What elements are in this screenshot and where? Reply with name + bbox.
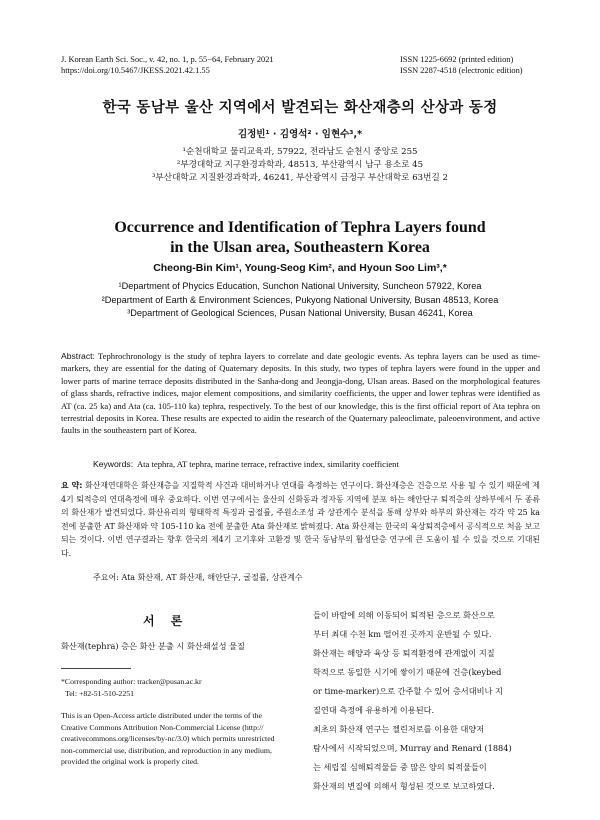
body-line: 최초의 화산재 연구는 젤린저로를 이용한 대양저 <box>313 724 485 734</box>
license-line: creativecommons.org/licenses/by-nc/3.0) which permits unrestricted <box>61 734 275 743</box>
korean-affiliations <box>0 146 600 185</box>
footnote-divider <box>61 668 131 669</box>
abstract-line: part of Korea. <box>148 425 197 436</box>
journal-citation: J. Korean Earth Sci. Soc., v. 42, no. 1, p. 55−64, February 2021 <box>61 55 274 64</box>
intro-first-line: 화산재(tephra) 층은 화산 분출 시 화산쇄설성 물질 <box>61 641 245 651</box>
english-affiliation-1: ¹Department of Phycics Education, Sunchon National University, Suncheon 57922, Korea <box>118 281 482 291</box>
abstract-line: coefficients, the upper and lower tephras were identified as AT (ca. 25 ka) and Ata (ca. 105-110 ka) tephra, respectively. <box>61 388 541 411</box>
korean-abstract-line: Ata 화산재로 밝혀졌다. Ata 화산재는 한국의 육상퇴적층에서 공식적으로 처음 보고되는 것이다. 이번 연구결과는 향후 <box>61 521 540 545</box>
korean-keywords <box>93 572 303 583</box>
abstract-line: Tephrochronology is the study of tephra layers to correlate and date geologic events. As tephra layers can be <box>98 351 490 361</box>
english-affiliation-2: ²Department of Earth & Environment Sciences, Pukyong National University, Busan 48513, Korea <box>101 294 499 305</box>
license-notice <box>61 710 301 768</box>
korean-abstract-line: 과 상관계수 분석을 통해 상부와 하부의 화산재는 각각 약 25 ka 전에 분출한 AT 화산재와 약 105-110 ka 전에 분출한 <box>61 508 540 531</box>
license-line: non-commercial use, distribution, and reproduction in any medium, <box>61 745 272 755</box>
korean-title: 한국 동남부 울산 지역에서 발견되는 화산재층의 산상과 동정 <box>102 100 498 116</box>
english-authors: Cheong-Bin Kim¹, Young-Seog Kim², and Hyoun Soo Lim³,* <box>153 262 447 274</box>
body-line: 화산재의 변질에 의해서 형성된 것으로 보고하였다. <box>313 781 495 791</box>
body-line: 질연대 측정에 유용하게 이용된다. <box>313 705 435 715</box>
abstract-line: used as time-markers, they are essential for the dating of Quaternary deposits. In this study, two types of tephra layers <box>61 351 540 374</box>
doi-link[interactable]: https://doi.org/10.5467/JKESS.2021.42.1.55 <box>61 66 210 75</box>
korean-affiliation-3: ³부산대학교 지질환경과학과, 46241, 부산광역시 금정구 부산대학로 63번길 2 <box>152 173 448 183</box>
license-line: This is an Open-Access article distributed under the terms of the <box>61 711 262 720</box>
korean-keywords-text: Ata 화산재, AT 화산재, 해안단구, 굴절률, 상관계수 <box>121 573 303 582</box>
body-line: 들이 바람에 의해 이동되어 퇴적된 층으로 화산으로 <box>313 610 495 620</box>
keywords <box>93 459 399 469</box>
issn-electronic: ISSN 2287-4518 (electronic edition) <box>400 66 523 75</box>
korean-keywords-label: 주요어: <box>93 573 119 582</box>
issn-print: ISSN 1225-6692 (printed edition) <box>400 55 514 64</box>
section-title-introduction: 서 론 <box>143 614 189 628</box>
english-title-line-1: Occurrence and Identification of Tephra Layers found <box>114 219 486 236</box>
license-line: provided the original work is properly cited. <box>61 757 199 766</box>
telephone: Tel: +82-51-510-2251 <box>65 689 135 698</box>
english-affiliation-3: ³Department of Geological Sciences, Pusan National University, Busan 46241, Korea <box>127 308 473 318</box>
body-line: 학적으로 동일한 시기에 쌓이기 때문에 건층(keybed <box>313 667 502 677</box>
keywords-label: Keywords: <box>93 459 134 469</box>
body-line: 는 세립질 심해퇴적물들 중 많은 양의 퇴적물들이 <box>313 762 487 772</box>
abstract-line: areas. Based on the morphological features of glass shards, refractive indices, major element compositions, and similarity <box>61 375 540 399</box>
korean-abstract <box>61 479 540 561</box>
korean-abstract-line: 한국의 제4기 고기후와 고환경 및 한국 동남부의 활성단층 연구에 큰 도움이 될 수 있을 것으로 기대된다. <box>61 535 540 558</box>
english-title-line-2: in the Ulsan area, Southeastern Korea <box>170 239 430 256</box>
body-line: 부터 최대 수천 km 떨어진 곳까지 운반될 수 있다. <box>313 629 492 639</box>
english-title <box>0 218 600 258</box>
corresponding-author: *Corresponding author: tracker@pusan.ac.kr <box>61 677 202 686</box>
korean-abstract-line: 하는 해안단구 퇴적층의 상하부에서 두 종류의 화산재가 발견되었다. 화산유리의 형태학적 특징과 굴절률, 주원소조성 <box>61 494 540 518</box>
korean-abstract-line: 될 수 있기 때문에 제4기 퇴적층의 연대측정에 매우 중요하다. 이번 연구에서는 울산의 신화동과 정자동 지역에 분포 <box>61 481 540 504</box>
keywords-text: Ata tephra, AT tephra, marine terrace, refractive index, similarity coefficient <box>136 459 399 469</box>
korean-abstract-label: 요 약: <box>61 481 83 490</box>
korean-affiliation-2: ²부경대학교 지구환경과학과, 48513, 부산광역시 남구 용소로 45 <box>176 160 424 170</box>
korean-authors: 김정빈¹ · 김영석² · 임현수³,* <box>237 129 363 140</box>
korean-affiliation-1: ¹순천대학교 물리교육과, 57922, 전라남도 순천시 중앙로 255 <box>182 147 418 157</box>
body-line: 화산재는 해양과 육상 등 퇴적환경에 관계없이 지질 <box>313 648 495 658</box>
abstract-line: are expected to aidin the research of the Quaternary paleoclimate, paleoenvironment, and active faults in the southeastern <box>61 413 540 436</box>
abstract-line: To the best of our knowledge, this is the first official report of Ata tephra on terrestrial deposits in Korea. These results <box>61 400 541 424</box>
body-line: 탐사에서 시작되었으며, Murray and Renard (1884) <box>313 743 512 753</box>
abstract-line: were found in the upper and lower parts of marine terrace deposits distributed in the Sanha-dong and Jeongja-dong, Ulsan <box>61 363 540 386</box>
korean-abstract-line: 화산재연대학은 화산재층을 지질학적 사건과 대비하거나 연대를 측정하는 연구이다. 화산재층은 건층으로 사용 <box>85 481 466 490</box>
english-affiliations <box>0 280 600 321</box>
abstract <box>61 350 540 437</box>
right-column-text <box>313 606 545 796</box>
license-line: Creative Commons Attribution Non-Commercial License (http:// <box>61 722 264 732</box>
body-line: or time-marker)으로 간주할 수 있어 층서대비나 지 <box>313 686 503 696</box>
abstract-label: Abstract: <box>61 351 95 361</box>
